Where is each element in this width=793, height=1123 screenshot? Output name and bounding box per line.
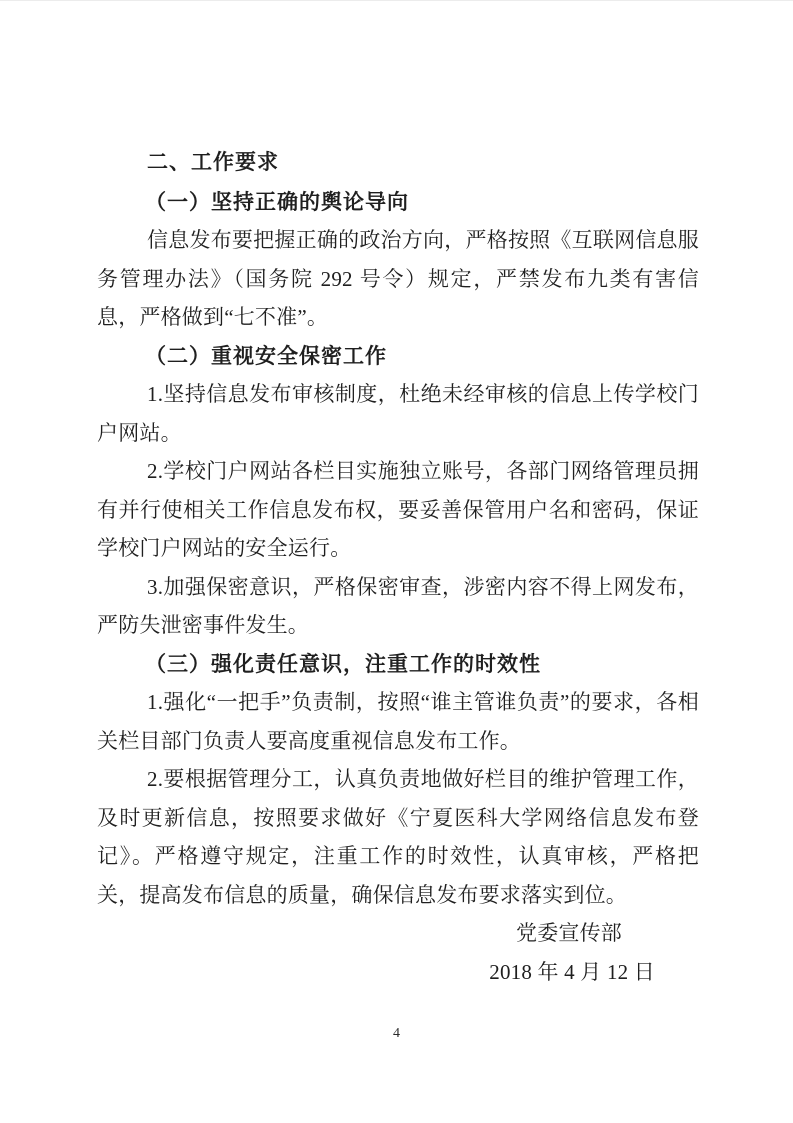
subheading-2: （二）重视安全保密工作 — [145, 343, 387, 368]
paragraph-responsibility: 1.强化“一把手”负责制，按照“谁主管谁负责”的要求，各相关栏目部门负责人要高度重视信息发布工作。 — [97, 690, 699, 753]
document-body — [97, 144, 699, 991]
subheading-3: （三）强化责任意识，注重工作的时效性 — [145, 651, 541, 676]
paragraph-maintenance: 2.要根据管理分工，认真负责地做好栏目的维护管理工作，及时更新信息，按照要求做好《宁夏医科大学网络信息发布登记》。严格遵守规定，注重工作的时效性，认真审核，严格把关，提高发布信息的质量，确保信息发布要求落实到位。 — [97, 767, 699, 907]
subheading-1: （一）坚持正确的舆论导向 — [145, 189, 409, 214]
paragraph-accounts: 2.学校门户网站各栏目实施独立账号，各部门网络管理员拥有并行使相关工作信息发布权，要妥善保管用户名和密码，保证学校门户网站的安全运行。 — [97, 459, 699, 560]
paragraph-guidance: 信息发布要把握正确的政治方向，严格按照《互联网信息服务管理办法》（国务院 292 号令）规定，严禁发布九类有害信息，严格做到“七不准”。 — [97, 228, 699, 329]
page-number: 4 — [393, 1026, 400, 1041]
signature-department: 党委宣传部 — [516, 921, 622, 945]
paragraph-review-system: 1.坚持信息发布审核制度，杜绝未经审核的信息上传学校门户网站。 — [97, 382, 699, 445]
section-heading: 二、工作要求 — [147, 151, 279, 174]
signature-date: 2018 年 4 月 12 日 — [489, 959, 655, 984]
paragraph-confidentiality: 3.加强保密意识，严格保密审查，涉密内容不得上网发布，严防失泄密事件发生。 — [97, 574, 699, 637]
